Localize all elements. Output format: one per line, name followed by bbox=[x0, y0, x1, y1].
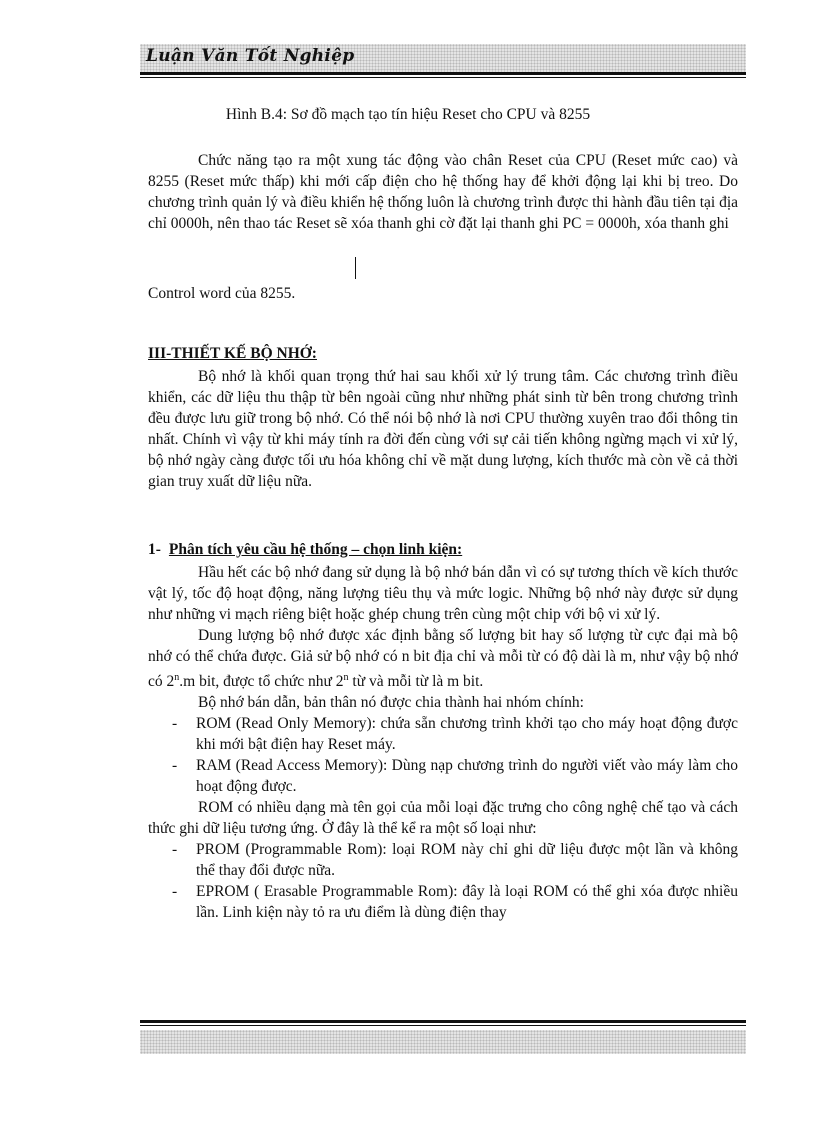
subsection-body bbox=[148, 562, 738, 923]
header-rule-thick bbox=[140, 72, 746, 75]
bullet-rom bbox=[148, 713, 738, 755]
paragraph-semiconductor: Hầu hết các bộ nhớ đang sử dụng là bộ nhớ bán dẫn vì có sự tương thích về kích thước vật lý, tốc độ hoạt động, năng lượng tiêu thụ và mức logic. Những bộ nhớ này được sử dụng như những vi mạch riêng biệt hoặc ghép chung trên cùng một chip với bộ vi xử lý. bbox=[148, 564, 738, 623]
capacity-text-a: Dung lượng bộ nhớ được xác định bằng số lượng bit hay số lượng từ cực đại mà bộ nhớ có thể chứa được. Giả sử bộ nhớ có n bit địa chỉ và mỗi từ có độ dài là m, như vậy bộ nhớ có 2 bbox=[148, 627, 738, 691]
header-band bbox=[140, 44, 746, 72]
paragraph-reset bbox=[148, 150, 738, 234]
subsection-number: 1- bbox=[148, 541, 161, 558]
bullet-ram bbox=[148, 755, 738, 797]
header-rule-thin bbox=[140, 77, 746, 78]
footer-rule-thick bbox=[140, 1020, 746, 1023]
bullet-dash: - bbox=[172, 883, 178, 901]
footer-band bbox=[140, 1030, 746, 1054]
bullet-dash: - bbox=[172, 841, 178, 859]
bullet-dash: - bbox=[172, 715, 178, 733]
capacity-text-b: .m bit, được tổ chức như 2 bbox=[179, 673, 344, 691]
figure-caption: Hình B.4: Sơ đồ mạch tạo tín hiệu Reset cho CPU và 8255 bbox=[225, 106, 591, 123]
superscript-n: n bbox=[174, 672, 180, 683]
header-title: Luận Văn Tốt Nghiệp bbox=[146, 46, 355, 66]
paragraph-memory bbox=[148, 366, 738, 492]
bullet-eprom-text: EPROM ( Erasable Programmable Rom): đây là loại ROM có thể ghi xóa được nhiều lần. Linh kiện này tỏ ra ưu điểm là dùng điện thay bbox=[196, 883, 738, 922]
bullet-prom bbox=[148, 839, 738, 881]
superscript-n-2: n bbox=[343, 672, 349, 683]
paragraph-reset-body: Chức năng tạo ra một xung tác động vào chân Reset của CPU (Reset mức cao) và 8255 (Reset mức thấp) khi mới cấp điện cho hệ thống hay để khởi động lại khi bị treo. Do chương trình quản lý và điều khiển hệ thống luôn là chương trình được thi hành đầu tiên tại địa chỉ 0000h, nên thao tác Reset sẽ xóa thanh ghi cờ đặt lại thanh ghi PC = 0000h, xóa thanh ghi bbox=[148, 152, 739, 232]
paragraph-groups: Bộ nhớ bán dẫn, bản thân nó được chia thành hai nhóm chính: bbox=[198, 694, 584, 712]
paragraph-rom-types: ROM có nhiều dạng mà tên gọi của mỗi loại đặc trưng cho công nghệ chế tạo và cách thức ghi dữ liệu tương ứng. Ở đây là thể kể ra một số loại như: bbox=[148, 799, 738, 838]
subsection-heading bbox=[148, 541, 462, 559]
bullet-eprom bbox=[148, 881, 738, 923]
capacity-text-c: từ và mỗi từ là m bit. bbox=[348, 673, 484, 691]
bullet-prom-text: PROM (Programmable Rom): loại ROM này chỉ ghi dữ liệu được một lần và không thể thay đổi được nữa. bbox=[196, 841, 738, 880]
paragraph-capacity bbox=[148, 625, 738, 692]
text-cursor bbox=[355, 257, 356, 279]
paragraph-reset-tail bbox=[148, 283, 738, 304]
paragraph-reset-tail-text: Control word của 8255. bbox=[148, 285, 296, 302]
bullet-dash: - bbox=[172, 757, 178, 775]
subsection-title: Phân tích yêu cầu hệ thống – chọn linh kiện: bbox=[168, 541, 463, 558]
bullet-ram-text: RAM (Read Access Memory): Dùng nạp chương trình do người viết vào máy làm cho hoạt động được. bbox=[196, 757, 738, 796]
section-heading-memory: III-THIẾT KẾ BỘ NHỚ: bbox=[148, 345, 317, 362]
footer-rule-thin bbox=[140, 1025, 746, 1026]
paragraph-memory-body: Bộ nhớ là khối quan trọng thứ hai sau khối xử lý trung tâm. Các chương trình điều khiển, các dữ liệu thu thập từ bên ngoài cũng như những phát sinh từ bên trong chương trình đều được lưu giữ trong bộ nhớ. Có thể nói bộ nhớ là nơi CPU thường xuyên trao đổi thông tin nhất. Chính vì vậy từ khi máy tính ra đời đến cùng với sự cải tiến không ngừng mạch vi xử lý, bộ nhớ ngày càng được tối ưu hóa không chỉ về mặt dung lượng, kích thước mà còn về cả thời gian truy xuất dữ liệu nữa. bbox=[148, 368, 738, 490]
bullet-rom-text: ROM (Read Only Memory): chứa sẵn chương trình khởi tạo cho máy hoạt động được khi mới bật điện hay Reset máy. bbox=[196, 715, 738, 754]
